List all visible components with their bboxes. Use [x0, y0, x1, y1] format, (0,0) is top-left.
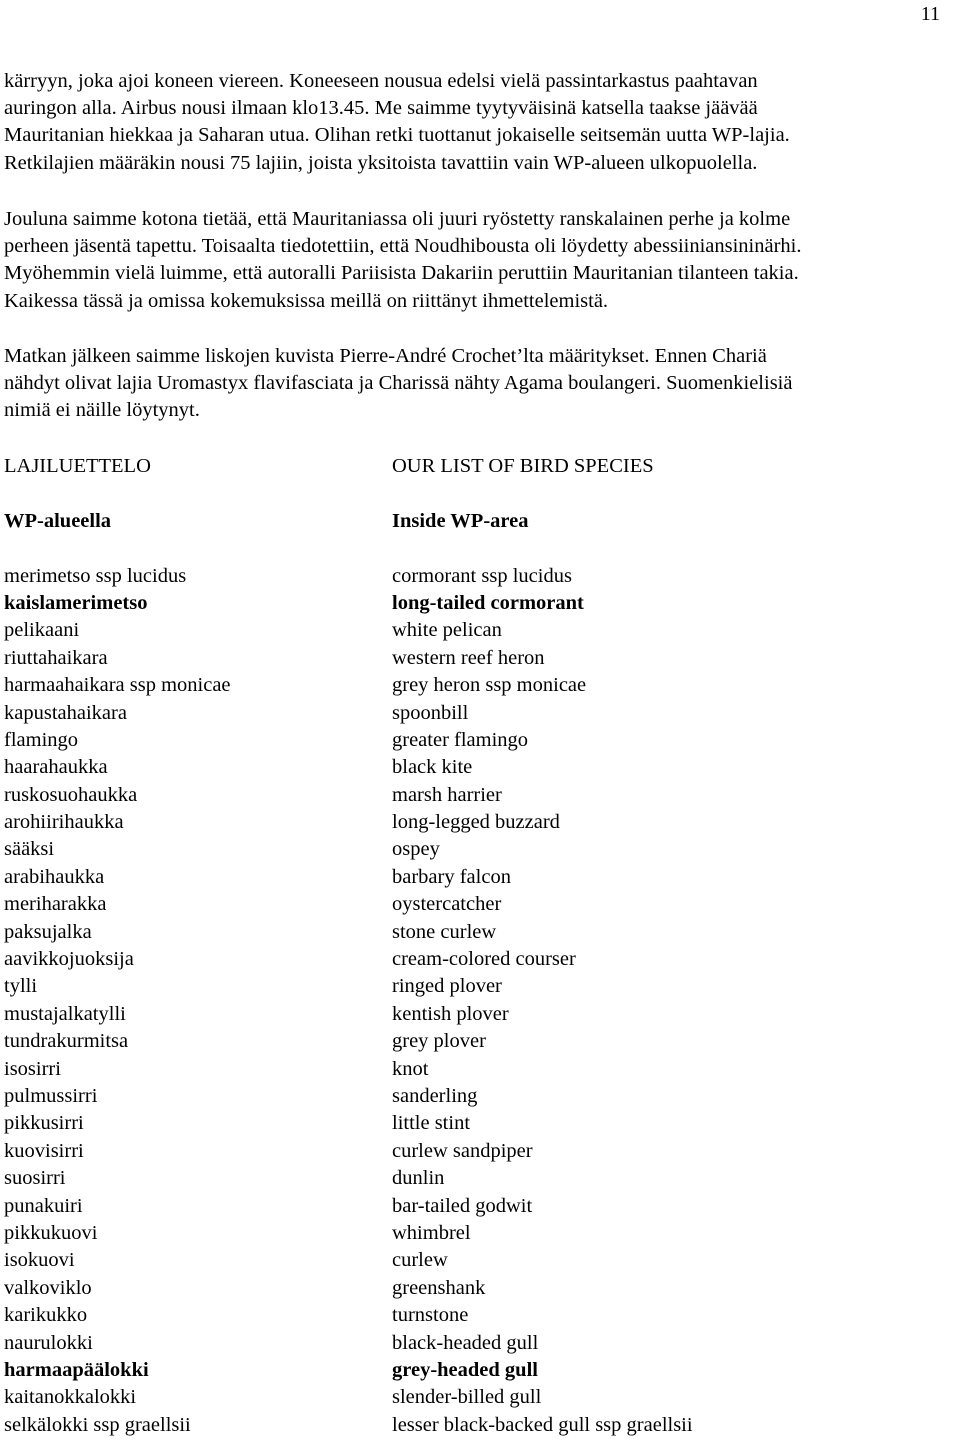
paragraph-line: perheen jäsentä tapettu. Toisaalta tiedotettiin, että Noudhibousta oli löydetty abessiiniansininärhi. [4, 235, 802, 258]
english-species-name: long-tailed cormorant [392, 591, 584, 614]
finnish-species-name: suosirri [4, 1167, 66, 1190]
english-species-name: greater flamingo [392, 728, 529, 751]
english-species-name: whimbrel [392, 1221, 471, 1244]
finnish-species-name: arabihaukka [4, 865, 105, 888]
finnish-list-title: LAJILUETTELO [4, 455, 151, 477]
finnish-species-name: punakuiri [4, 1194, 83, 1217]
paragraph-line: Matkan jälkeen saimme liskojen kuvista Pierre-André Crochet’lta määritykset. Ennen Chariä [4, 345, 767, 367]
english-list-title: OUR LIST OF BIRD SPECIES [392, 455, 654, 477]
english-species-name: barbary falcon [392, 865, 511, 888]
finnish-species-name: meriharakka [4, 893, 107, 916]
paragraph-line: nähdyt olivat lajia Uromastyx flavifasciata ja Charissä nähty Agama boulangeri. Suomenkielisiä [4, 372, 793, 395]
english-species-name: cream-colored courser [392, 948, 576, 971]
finnish-species-name: karikukko [4, 1304, 88, 1327]
finnish-species-name: naurulokki [4, 1331, 93, 1354]
finnish-species-name: flamingo [4, 728, 79, 751]
finnish-species-name: sääksi [4, 838, 55, 861]
finnish-species-name: harmaahaikara ssp monicae [4, 674, 231, 697]
finnish-species-name: tundrakurmitsa [4, 1030, 129, 1053]
paragraph-line: Mauritanian hiekkaa ja Saharan utua. Olihan retki tuottanut jokaiselle seitsemän uutta WP-lajia. [4, 124, 790, 147]
english-species-name: white pelican [392, 619, 502, 642]
english-species-name: dunlin [392, 1167, 445, 1190]
english-species-name: greenshank [392, 1276, 486, 1299]
english-species-name: lesser black-backed gull ssp graellsii [392, 1413, 693, 1436]
english-species-name: grey plover [392, 1030, 486, 1053]
paragraph-christmas-news [4, 206, 944, 315]
finnish-species-name: aavikkojuoksija [4, 948, 134, 971]
finnish-species-name: kaitanokkalokki [4, 1386, 137, 1409]
paragraph-line: Kaikessa tässä ja omissa kokemuksissa meillä on riittänyt ihmettelemistä. [4, 289, 609, 312]
english-species-name: long-legged buzzard [392, 811, 560, 834]
english-species-name: grey heron ssp monicae [392, 674, 587, 697]
english-species-name: grey-headed gull [392, 1358, 538, 1381]
english-species-name: bar-tailed godwit [392, 1194, 533, 1217]
page-number: 11 [920, 3, 940, 25]
paragraph-line: Jouluna saimme kotona tietää, että Mauritaniassa oli juuri ryöstetty ranskalainen perhe ja kolme [4, 208, 791, 230]
finnish-species-name: isosirri [4, 1057, 61, 1080]
english-species-name: kentish plover [392, 1002, 509, 1025]
finnish-species-name: kaislamerimetso [4, 591, 148, 614]
finnish-species-name: isokuovi [4, 1249, 75, 1272]
english-species-name: oystercatcher [392, 893, 502, 916]
english-species-name: curlew sandpiper [392, 1139, 533, 1162]
finnish-species-name: pikkusirri [4, 1112, 84, 1135]
finnish-species-name: tylli [4, 975, 38, 998]
english-species-name: black-headed gull [392, 1331, 539, 1354]
english-species-name: slender-billed gull [392, 1386, 542, 1409]
paragraph-line: Retkilajien määräkin nousi 75 lajiin, joista yksitoista tavattiin vain WP-alueen ulkopuolella. [4, 151, 758, 174]
finnish-species-name: kuovisirri [4, 1139, 84, 1162]
finnish-species-name: valkoviklo [4, 1276, 92, 1299]
finnish-species-name: arohiirihaukka [4, 811, 124, 834]
finnish-species-list [4, 563, 374, 1440]
paragraph-line: auringon alla. Airbus nousi ilmaan klo13.45. Me saimme tyytyväisinä katsella taakse jäävää [4, 97, 758, 120]
finnish-species-name: riuttahaikara [4, 646, 108, 669]
english-species-name: marsh harrier [392, 783, 502, 806]
english-species-name: ringed plover [392, 975, 502, 998]
finnish-species-name: paksujalka [4, 920, 92, 943]
english-section-heading: Inside WP-area [392, 509, 529, 532]
english-species-name: stone curlew [392, 920, 497, 943]
english-species-name: black kite [392, 756, 473, 779]
paragraph-line: nimiä ei näille löytynyt. [4, 399, 200, 422]
english-species-column [392, 453, 952, 1439]
finnish-species-name: pulmussirri [4, 1084, 98, 1107]
finnish-species-name: kapustahaikara [4, 701, 127, 724]
english-species-name: turnstone [392, 1304, 469, 1327]
finnish-section-heading: WP-alueella [4, 509, 112, 532]
finnish-species-name: pikkukuovi [4, 1221, 98, 1244]
finnish-species-name: harmaapäälokki [4, 1358, 149, 1381]
finnish-species-column [4, 453, 374, 1439]
finnish-species-name: mustajalkatylli [4, 1002, 126, 1025]
english-species-name: little stint [392, 1112, 471, 1135]
paragraph-lizards [4, 343, 944, 425]
english-species-name: cormorant ssp lucidus [392, 564, 572, 587]
english-species-name: ospey [392, 838, 440, 861]
english-species-name: knot [392, 1057, 429, 1080]
finnish-species-name: haarahaukka [4, 756, 108, 779]
english-species-name: curlew [392, 1249, 448, 1272]
paragraph-travel-home [4, 68, 944, 177]
english-species-name: spoonbill [392, 701, 469, 724]
paragraph-line: Myöhemmin vielä luimme, että autoralli Pariisista Dakariin peruttiin Mauritanian tilanteen takia. [4, 262, 799, 285]
finnish-species-name: pelikaani [4, 619, 80, 642]
english-species-list [392, 563, 952, 1440]
finnish-species-name: ruskosuohaukka [4, 783, 138, 806]
paragraph-line: kärryyn, joka ajoi koneen viereen. Koneeseen nousua edelsi vielä passintarkastus paahtavan [4, 70, 758, 92]
english-species-name: sanderling [392, 1084, 478, 1107]
finnish-species-name: merimetso ssp lucidus [4, 564, 187, 587]
finnish-species-name: selkälokki ssp graellsii [4, 1413, 191, 1436]
english-species-name: western reef heron [392, 646, 545, 669]
